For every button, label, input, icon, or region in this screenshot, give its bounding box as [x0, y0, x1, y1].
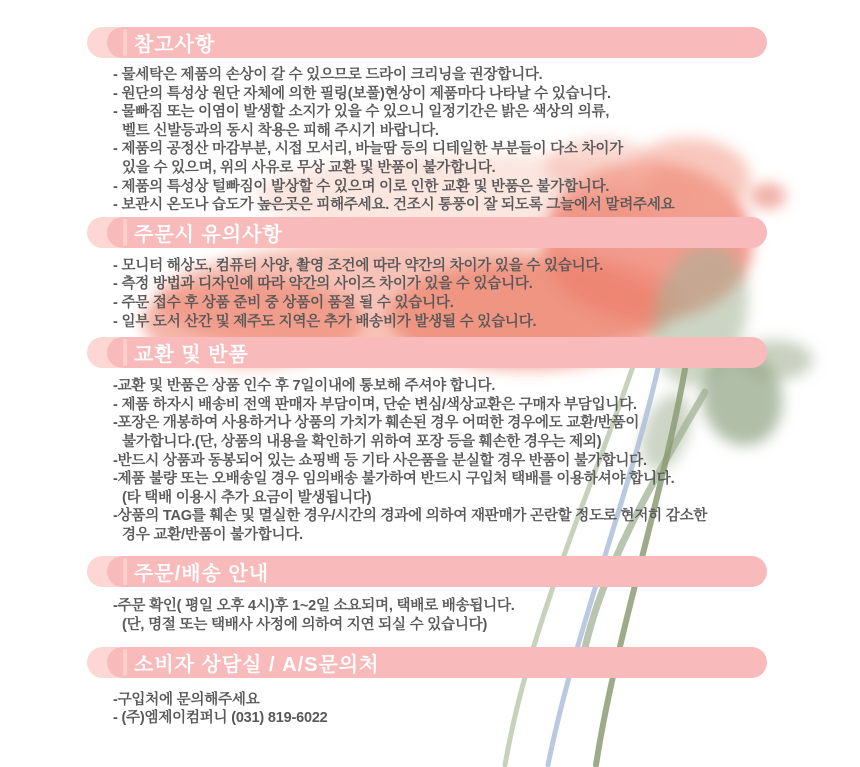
section-title: 참고사항 [134, 34, 216, 56]
section-title: 주문/배송 안내 [134, 563, 270, 586]
section-header-bar [107, 337, 767, 368]
notice-line: -상품의 TAG를 훼손 및 멸실한 경우/시간의 경과에 의하여 재판매가 곤란할 정도로 현저히 감소한 [113, 508, 708, 525]
section-body [55, 257, 767, 331]
notice-line: - 보관시 온도나 습도가 높은곳은 피해주세요. 건조시 통풍이 잘 되도록 그늘에서 말려주세요 [113, 197, 675, 214]
notice-section [55, 647, 767, 728]
notice-line: - 제품의 공정산 마감부분, 시접 모서리, 바늘땀 등의 디테일한 부분들이 다소 차이가 [113, 141, 624, 158]
section-title: 교환 및 반품 [134, 344, 249, 367]
notice-line: - 제품 하자시 배송비 전액 판매자 부담이며, 단순 변심/색상교환은 구매자 부담입니다. [113, 396, 637, 413]
notice-line: - (주)엠제이컴퍼니 (031) 819-6022 [113, 710, 328, 727]
notice-line: -구입처에 문의해주세요 [113, 691, 260, 708]
notice-line: (타 택배 이용시 추가 요금이 발생됩니다) [122, 489, 372, 506]
section-title: 주문시 유의사항 [134, 223, 283, 246]
section-title: 소비자 상담실 / A/S문의처 [134, 653, 380, 676]
notice-line: - 물세탁은 제품의 손상이 갈 수 있으므로 드라이 크리닝을 권장합니다. [113, 67, 543, 83]
notice-content [55, 27, 767, 728]
section-header-bar [107, 647, 767, 678]
notice-line: - 원단의 특성상 원단 자체에 의한 필링(보풀)현상이 제품마다 나타날 수 있습니다. [113, 85, 611, 102]
notice-line: 벨트 신발등과의 동시 착용은 피해 주시기 바랍니다. [122, 122, 439, 139]
notice-line: -주문 확인( 평일 오후 4시)후 1~2일 소요되며, 택배로 배송됩니다. [113, 598, 515, 615]
section-header-bar [107, 27, 767, 58]
notice-section [55, 217, 767, 331]
notice-line: 있을 수 있으며, 위의 사유로 무상 교환 및 반품이 불가합니다. [122, 159, 496, 176]
notice-line: -포장은 개봉하여 사용하거나 상품의 가치가 훼손된 경우 어떠한 경우에도 교환/반품이 [113, 415, 640, 432]
notice-line: -제품 불량 또는 오배송일 경우 임의배송 불가하여 반드시 구입처 택배를 이용하셔야 합니다. [113, 471, 675, 488]
section-body [55, 377, 767, 544]
notice-line: -반드시 상품과 동봉되어 있는 쇼핑백 등 기타 사은품을 분실할 경우 반품이 불가합니다. [113, 452, 647, 469]
section-header-bar [107, 556, 767, 587]
notice-line: -교환 및 반품은 상품 인수 후 7일이내에 통보해 주셔야 합니다. [113, 378, 496, 395]
notice-section [55, 556, 767, 634]
notice-line: - 일부 도서 산간 및 제주도 지역은 추가 배송비가 발생될 수 있습니다. [113, 313, 537, 330]
notice-line: 불가합니다.(단, 상품의 내용을 확인하기 위하여 포장 등을 훼손한 경우는 제외) [122, 433, 602, 450]
section-body [55, 66, 767, 215]
notice-line: - 제품의 특성상 털빠짐이 발상할 수 있으며 이로 인한 교환 및 반품은 불가합니다. [113, 178, 610, 195]
notice-line: - 측정 방법과 디자인에 따라 약간의 사이즈 차이가 있을 수 있습니다. [113, 276, 533, 293]
notice-section [55, 27, 767, 215]
notice-line: 경우 교환/반품이 불가합니다. [122, 526, 303, 543]
notice-section [55, 337, 767, 544]
notice-line: - 모니터 해상도, 컴퓨터 사양, 촬영 조건에 따라 약간의 차이가 있을 수 있습니다. [113, 257, 604, 274]
notice-line: - 물빠짐 또는 이염이 발생할 소지가 있을 수 있으니 일정기간은 밝은 색상의 의류, [113, 104, 610, 121]
section-body [55, 691, 767, 728]
section-body [55, 597, 767, 634]
section-header-bar [107, 217, 767, 248]
notice-line: - 주문 접수 후 상품 준비 중 상품이 품절 될 수 있습니다. [113, 294, 454, 311]
notice-line: (단, 명절 또는 택배사 사정에 의하여 지연 되실 수 있습니다) [122, 617, 488, 634]
